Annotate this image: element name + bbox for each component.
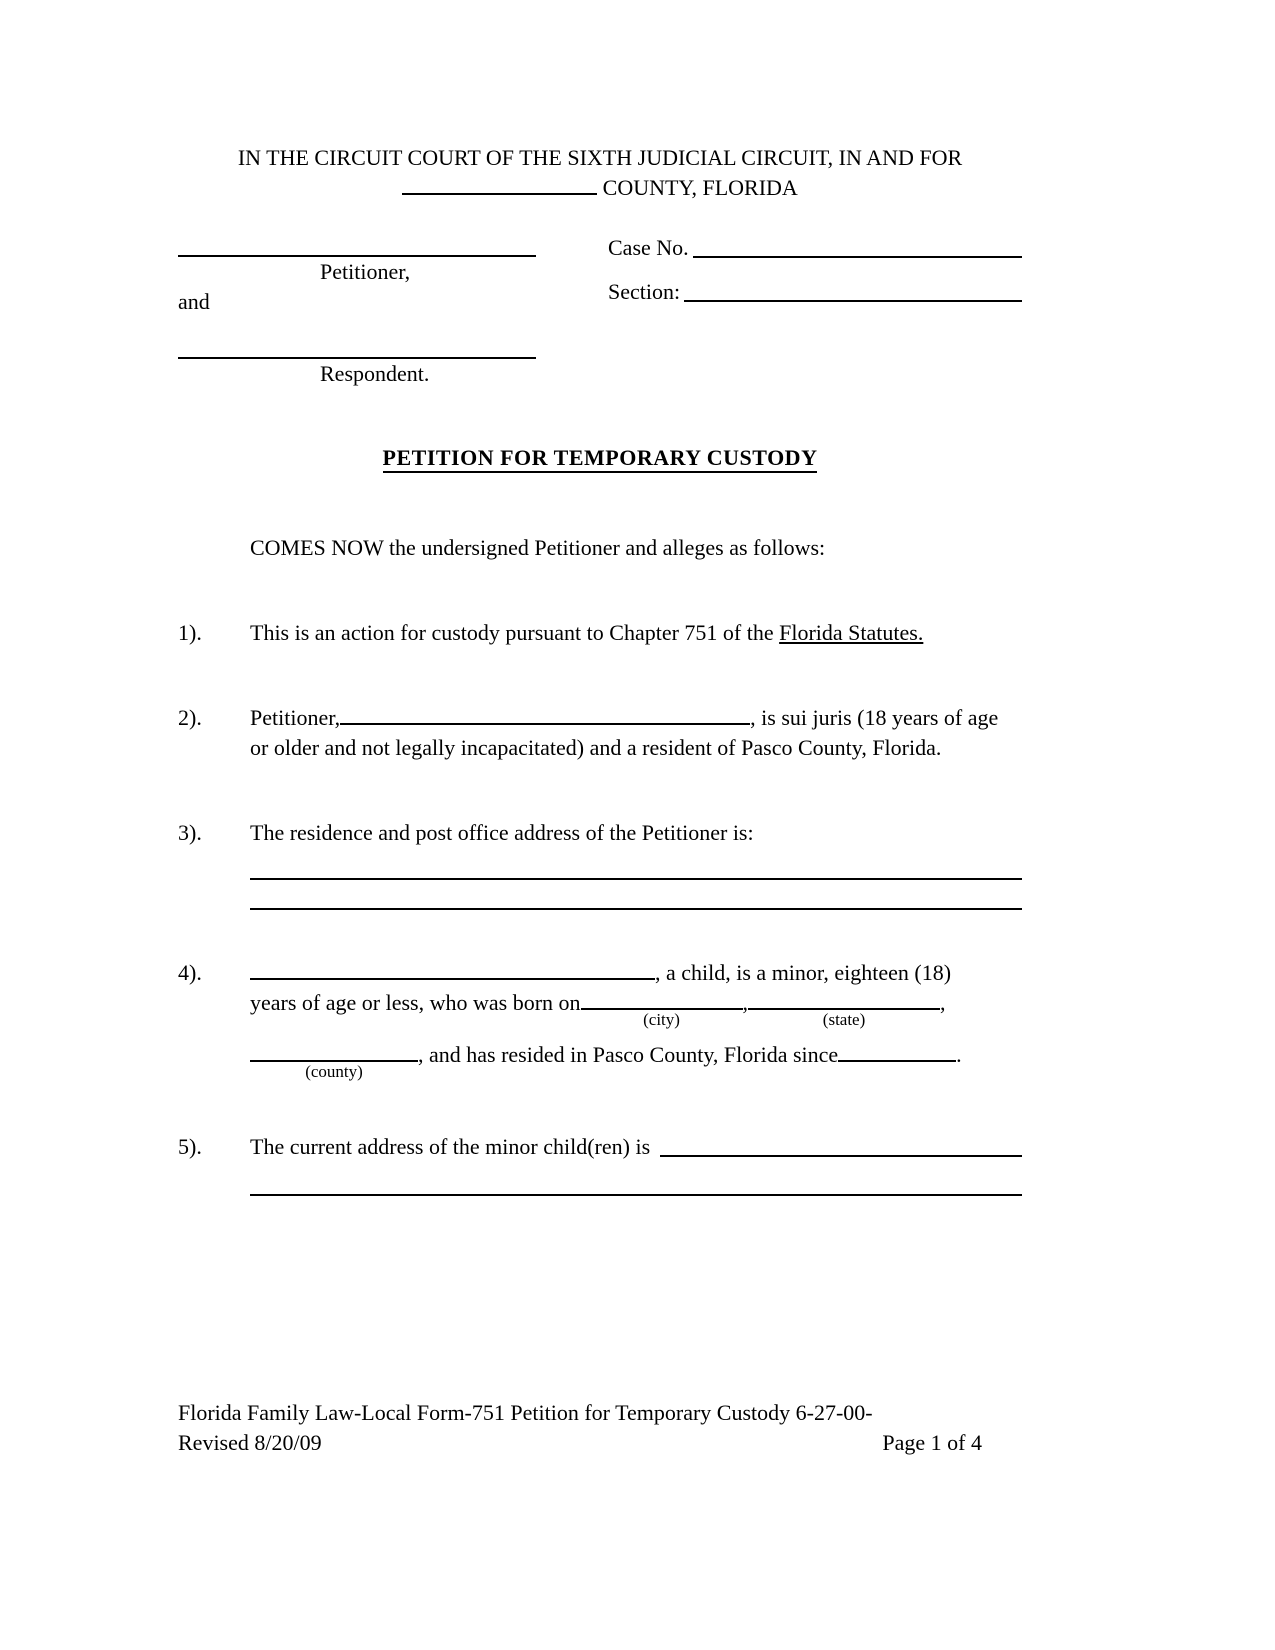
item-4-comma-1: , bbox=[742, 990, 749, 1015]
caption-parties bbox=[178, 233, 536, 389]
petitioner-name-line[interactable] bbox=[178, 233, 536, 257]
case-number-label: Case No. bbox=[608, 235, 689, 260]
birth-county-field[interactable] bbox=[250, 1042, 418, 1062]
birth-city-blank bbox=[581, 988, 743, 1029]
city-caption: (city) bbox=[643, 1010, 680, 1029]
residency-date-field[interactable] bbox=[838, 1042, 956, 1062]
state-caption: (state) bbox=[822, 1010, 866, 1029]
child-name-field[interactable] bbox=[250, 960, 655, 980]
respondent-name-line[interactable] bbox=[178, 317, 536, 359]
petitioner-address-line-1[interactable] bbox=[250, 848, 1022, 880]
florida-statutes-text: Florida Statutes. bbox=[779, 620, 924, 645]
item-4 bbox=[178, 958, 1022, 1081]
item-5-line-1 bbox=[250, 1132, 1022, 1162]
case-number-row bbox=[608, 233, 1022, 263]
case-number-field[interactable] bbox=[693, 256, 1022, 258]
item-3-text: The residence and post office address of the Petitioner is: bbox=[250, 820, 754, 845]
item-4-line-1 bbox=[250, 958, 1022, 988]
item-1-number: 1). bbox=[178, 620, 202, 645]
respondent-label: Respondent. bbox=[320, 361, 430, 386]
birth-state-blank bbox=[748, 988, 940, 1029]
petitioner-address-line-2[interactable] bbox=[250, 880, 1022, 910]
birth-state-field[interactable] bbox=[748, 990, 940, 1010]
section-label: Section: bbox=[608, 279, 681, 304]
item-4-period: . bbox=[956, 1042, 962, 1067]
page-footer bbox=[178, 1398, 1022, 1458]
child-address-field[interactable] bbox=[660, 1155, 1022, 1157]
item-4-line-3-text: , and has resided in Pasco County, Florida since bbox=[418, 1042, 839, 1067]
item-1-text: This is an action for custody pursuant to Chapter 751 of the bbox=[250, 620, 780, 645]
caption-case-info bbox=[608, 233, 1022, 389]
footer-form-name: Florida Family Law-Local Form-751 Petition for Temporary Custody 6-27-00- bbox=[178, 1400, 873, 1425]
page-number: Page 1 of 4 bbox=[882, 1430, 982, 1455]
item-1-body bbox=[250, 618, 1022, 648]
birth-city-field[interactable] bbox=[581, 990, 743, 1010]
petitioner-label: Petitioner, bbox=[320, 259, 411, 284]
document-title bbox=[178, 443, 1022, 473]
item-4-line-2 bbox=[250, 988, 1022, 1029]
birth-county-blank bbox=[250, 1040, 418, 1081]
item-5-text: The current address of the minor child(ren) is bbox=[250, 1134, 651, 1159]
document-content bbox=[178, 143, 1022, 1196]
item-2 bbox=[178, 703, 1022, 763]
item-2-text-pre: Petitioner, bbox=[250, 705, 341, 730]
court-header-line2 bbox=[178, 173, 1022, 203]
item-1 bbox=[178, 618, 1022, 648]
section-row bbox=[608, 277, 1022, 307]
petitioner-name-field[interactable] bbox=[340, 705, 750, 725]
footer-revision-date: Revised 8/20/09 bbox=[178, 1430, 322, 1455]
county-name-field[interactable] bbox=[402, 175, 597, 195]
item-2-body bbox=[250, 703, 1022, 763]
item-2-text-post: , is sui juris (18 years of age or older and not legally incapacitated) and a resident of Pasco County, Florida. bbox=[250, 705, 999, 760]
item-4-line-2-text: years of age or less, who was born on bbox=[250, 990, 581, 1015]
footer-form-info bbox=[178, 1398, 873, 1458]
item-5 bbox=[178, 1132, 1022, 1196]
court-header-line1: IN THE CIRCUIT COURT OF THE SIXTH JUDICIAL CIRCUIT, IN AND FOR bbox=[237, 145, 963, 170]
item-4-line-1-text: , a child, is a minor, eighteen (18) bbox=[655, 960, 952, 985]
item-3 bbox=[178, 818, 1022, 910]
county-florida-label: COUNTY, FLORIDA bbox=[602, 175, 798, 200]
intro-paragraph: COMES NOW the undersigned Petitioner and alleges as follows: bbox=[250, 535, 826, 560]
and-label: and bbox=[178, 289, 210, 314]
item-4-body bbox=[250, 958, 1022, 1081]
child-address-line-2[interactable] bbox=[250, 1162, 1022, 1196]
item-5-body bbox=[250, 1132, 1022, 1196]
item-4-comma-2: , bbox=[940, 990, 946, 1015]
county-caption: (county) bbox=[305, 1062, 363, 1081]
document-title-text: PETITION FOR TEMPORARY CUSTODY bbox=[383, 445, 818, 473]
court-header bbox=[178, 143, 1022, 203]
item-4-line-3 bbox=[250, 1040, 1022, 1081]
case-caption bbox=[178, 233, 1022, 389]
item-3-number: 3). bbox=[178, 820, 202, 845]
item-2-number: 2). bbox=[178, 705, 202, 730]
item-3-body bbox=[250, 818, 1022, 910]
item-4-number: 4). bbox=[178, 960, 202, 985]
item-5-number: 5). bbox=[178, 1134, 202, 1159]
section-field[interactable] bbox=[684, 300, 1022, 302]
